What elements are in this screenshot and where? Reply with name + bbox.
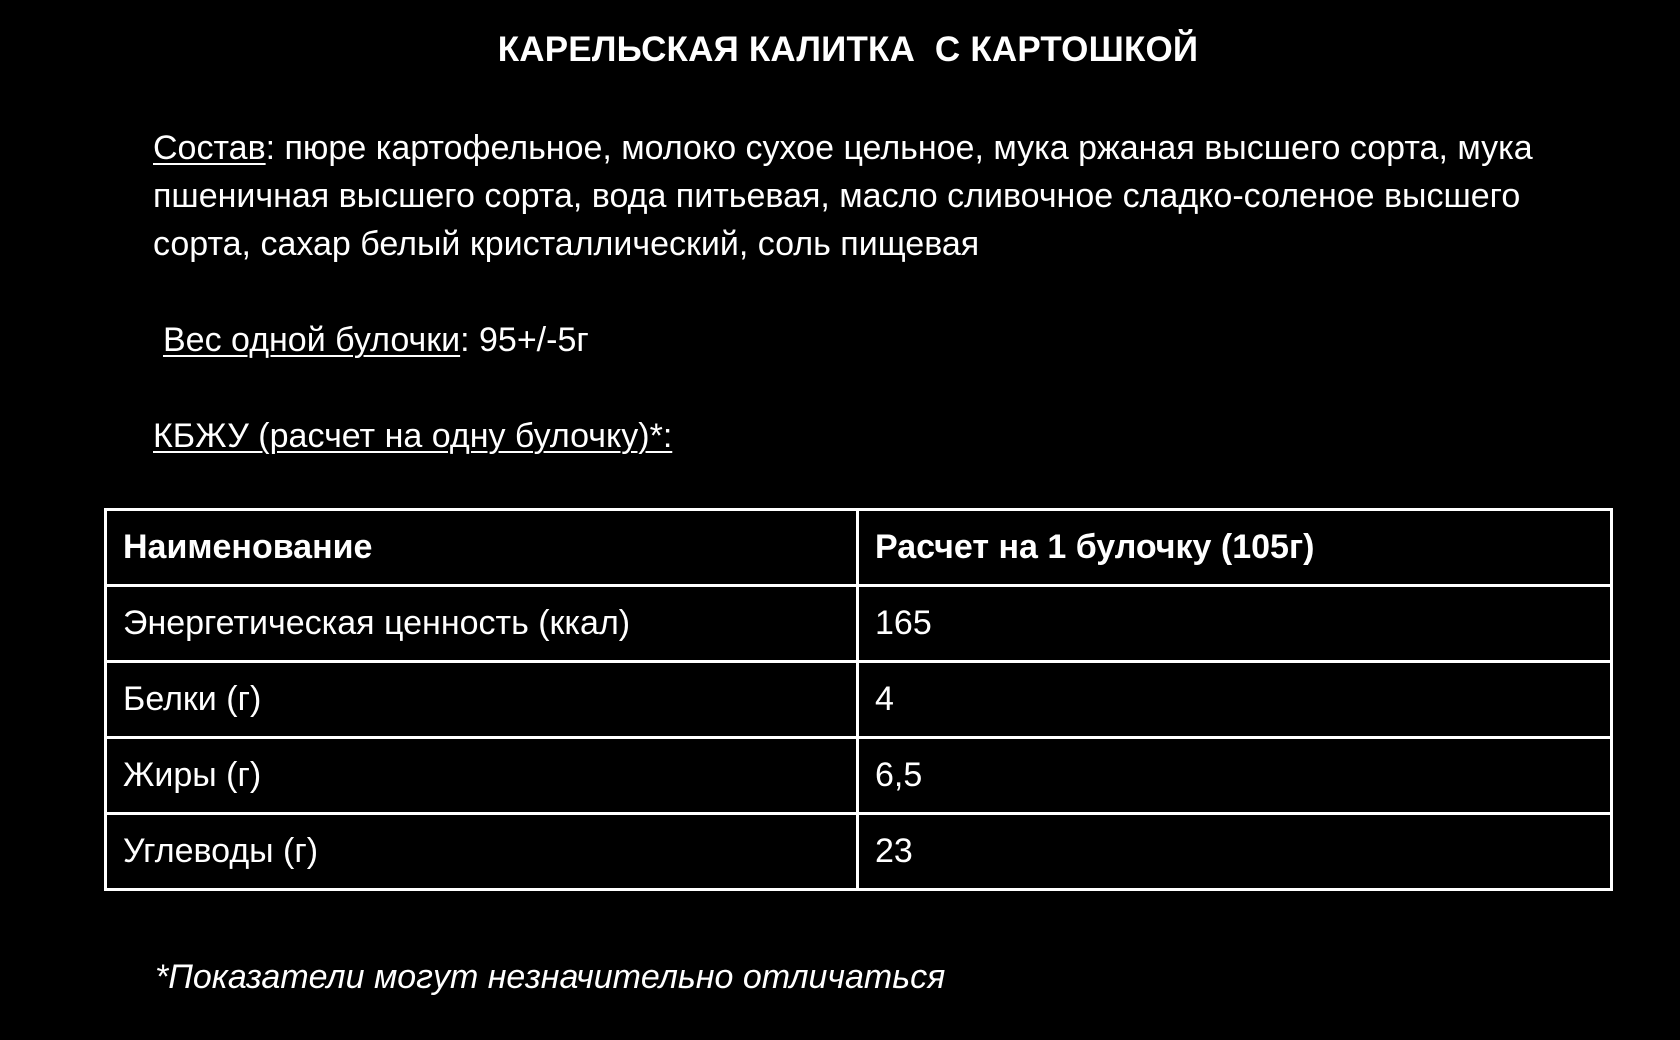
kbju-heading [153,414,672,458]
composition-paragraph [153,124,1553,268]
weight-line [163,318,589,362]
page-title: КАРЕЛЬСКАЯ КАЛИТКА С КАРТОШКОЙ [497,30,1199,69]
table-row [106,814,1612,890]
weight-label: Вес одной булочки [163,321,461,359]
row-value-energy: 165 [858,586,1612,662]
table-header-row [106,510,1612,586]
nutrition-table [104,508,1613,891]
row-name-energy: Энергетическая ценность (ккал) [106,586,858,662]
composition-text: : пюре картофельное, молоко сухое цельное, мука ржаная высшего сорта, мука пшеничная высшего сорта, вода питьевая, масло сливочное сладко-соленое высшего сорта, сахар белый кристаллический, соль пищевая [153,129,1533,263]
row-value-protein: 4 [858,662,1612,738]
weight-value: : 95+/-5г [460,321,589,359]
footnote: *Показатели могут незначительно отличаться [155,958,946,996]
table-row [106,738,1612,814]
table-row [106,662,1612,738]
row-name-fat: Жиры (г) [106,738,858,814]
table-row [106,586,1612,662]
row-name-carbs: Углеводы (г) [106,814,858,890]
row-value-fat: 6,5 [858,738,1612,814]
column-header-name: Наименование [106,510,858,586]
composition-label: Состав [153,129,266,167]
column-header-value: Расчет на 1 булочку (105г) [858,510,1612,586]
row-name-protein: Белки (г) [106,662,858,738]
kbju-heading-text: КБЖУ (расчет на одну булочку)*: [153,417,673,455]
row-value-carbs: 23 [858,814,1612,890]
